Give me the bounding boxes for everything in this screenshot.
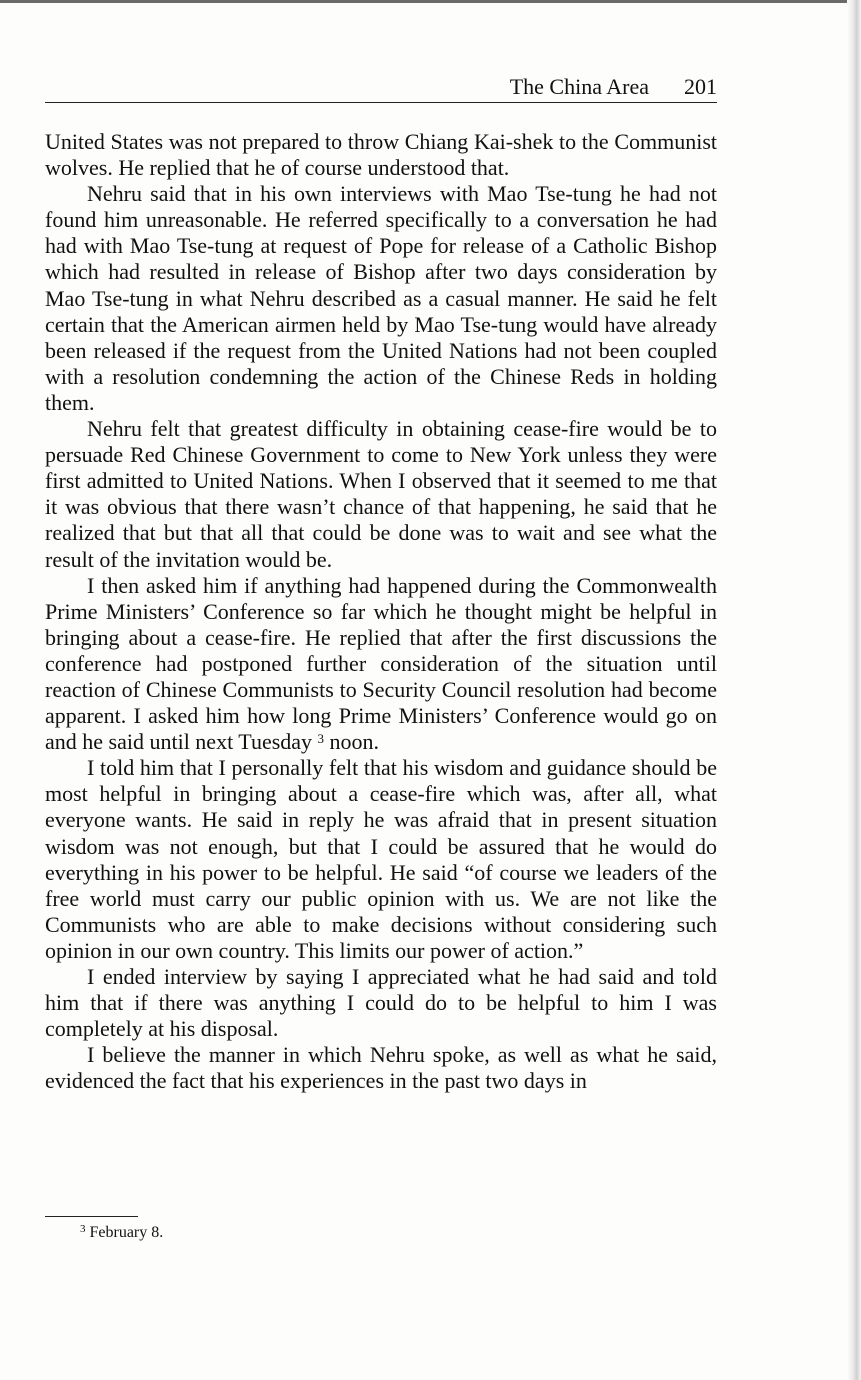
paragraph-text: noon. (324, 729, 380, 755)
paragraph: I ended interview by saying I appreciated what he had said and told him that if there was anything I could do to be helpful to him I was completely at his disposal. (45, 964, 717, 1042)
running-head-title: The China Area (509, 74, 649, 99)
paragraph-text: I then asked him if anything had happened during the Commonwealth Prime Ministers’ Conference so far which he thought might be helpful in bringing about a cease-fire. He replied that after the first discussions the conference had postponed further consideration of the situation until reaction of Chinese Communists to Security Council resolution had become apparent. I asked him how long Prime Ministers’ Conference would go on and he said until next Tuesday (45, 572, 717, 755)
paragraph (45, 573, 717, 756)
body-text (45, 129, 717, 1094)
paragraph: United States was not prepared to throw Chiang Kai-shek to the Communist wolves. He replied that he of course understood that. (45, 129, 717, 181)
paragraph: I told him that I personally felt that his wisdom and guidance should be most helpful in bringing about a cease-fire which was, after all, what everyone wants. He said in reply he was afraid that in present situation wisdom was not enough, but that I could be assured that he would do everything in his power to be helpful. He said “of course we leaders of the free world must carry our public opinion with us. We are not like the Communists who are able to make decisions without considering such opinion in our own country. This limits our power of action.” (45, 755, 717, 963)
footnote-marker: 3 (80, 1223, 86, 1235)
footnote-text: February 8. (85, 1224, 164, 1241)
paragraph: Nehru felt that greatest difficulty in obtaining cease-fire would be to persuade Red Chinese Government to come to New York unless they were first admitted to United Nations. When I observed that it seemed to me that it was obvious that there wasn’t chance of that happening, he said that he realized that but that all that could be done was to wait and see what the result of the invitation would be. (45, 416, 717, 572)
footnote-reference: 3 (317, 731, 325, 747)
running-head (45, 74, 717, 103)
scan-binding-edge (847, 0, 861, 1380)
footnote-rule (45, 1216, 138, 1217)
scan-top-edge (0, 0, 861, 3)
page-number: 201 (684, 74, 717, 99)
paragraph: I believe the manner in which Nehru spoke, as well as what he said, evidenced the fact that his experiences in the past two days in (45, 1042, 717, 1094)
paragraph: Nehru said that in his own interviews with Mao Tse-tung he had not found him unreasonable. He referred specifically to a conversation he had had with Mao Tse-tung at request of Pope for release of a Catholic Bishop which had resulted in release of Bishop after two days consideration by Mao Tse-tung in what Nehru described as a casual manner. He said he felt certain that the American airmen held by Mao Tse-tung would have already been released if the request from the United Nations had not been coupled with a resolution condemning the action of the Chinese Reds in holding them. (45, 181, 717, 415)
footnote (80, 1224, 163, 1242)
